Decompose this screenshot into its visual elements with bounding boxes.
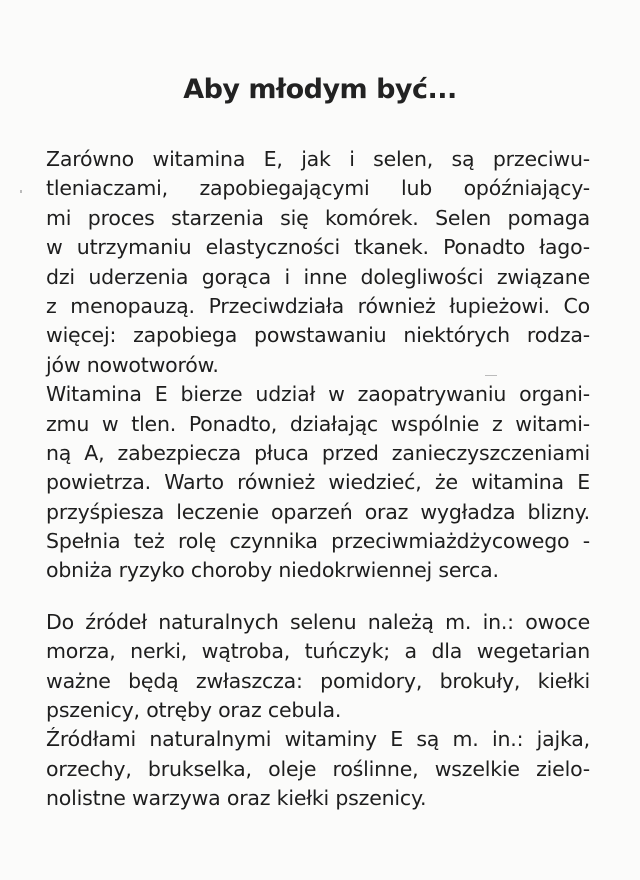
paragraph-selen-sources — [46, 608, 590, 726]
scan-speck — [485, 375, 497, 376]
text-line: tleniaczami, zapobiegającymi lub opóźniający- — [46, 176, 590, 201]
text-line: morza, nerki, wątroba, tuńczyk; a dla wegetarian — [46, 639, 590, 664]
text-line: zmu w tlen. Ponadto, działając wspólnie z witami- — [46, 411, 590, 436]
paragraph-selen-antioxidant — [46, 145, 590, 380]
text-line: Źródłami naturalnymi witaminy E są m. in.: jajka, — [46, 727, 590, 752]
text-line: obniża ryzyko choroby niedokrwiennej serca. — [46, 558, 499, 583]
text-line: Do źródeł naturalnych selenu należą m. in.: owoce — [46, 609, 590, 634]
paragraph-vitamin-e-sources — [46, 725, 590, 813]
paragraph-vitamin-e — [46, 380, 590, 586]
paragraph-spacer — [46, 586, 590, 608]
text-line: więcej: zapobiega powstawaniu niektórych rodza- — [46, 323, 590, 348]
text-line: ważne będą zwłaszcza: pomidory, brokuły, kiełki — [46, 668, 590, 693]
text-line: orzechy, brukselka, oleje roślinne, wszelkie zielo- — [46, 756, 590, 781]
page-title: Aby młodym być... — [183, 74, 457, 105]
text-line: pszenicy, otręby oraz cebula. — [46, 698, 342, 723]
text-line: przyśpiesza leczenie oparzeń oraz wygładza blizny. — [46, 499, 590, 524]
text-line: jów nowotworów. — [46, 352, 219, 377]
text-line: w utrzymaniu elastyczności tkanek. Ponadto łago- — [46, 235, 590, 260]
text-line: dzi uderzenia gorąca i inne dolegliwości związane — [46, 264, 590, 289]
text-line: ną A, zabezpiecza płuca przed zanieczyszczeniami — [46, 440, 590, 465]
text-line: z menopauzą. Przeciwdziała również łupieżowi. Co — [46, 293, 590, 318]
text-line: Zarówno witamina E, jak i selen, są przeciwu- — [46, 147, 590, 171]
text-line: nolistne warzywa oraz kiełki pszenicy. — [46, 786, 427, 811]
article-body — [46, 145, 590, 814]
text-line: Spełnia też rolę czynnika przeciwmiażdżycowego - — [46, 529, 590, 554]
text-line: Witamina E bierze udział w zaopatrywaniu organi- — [46, 382, 590, 407]
scan-speck — [20, 190, 22, 193]
text-line: powietrza. Warto również wiedzieć, że witamina E — [46, 470, 590, 495]
text-line: mi proces starzenia się komórek. Selen pomaga — [46, 205, 590, 230]
